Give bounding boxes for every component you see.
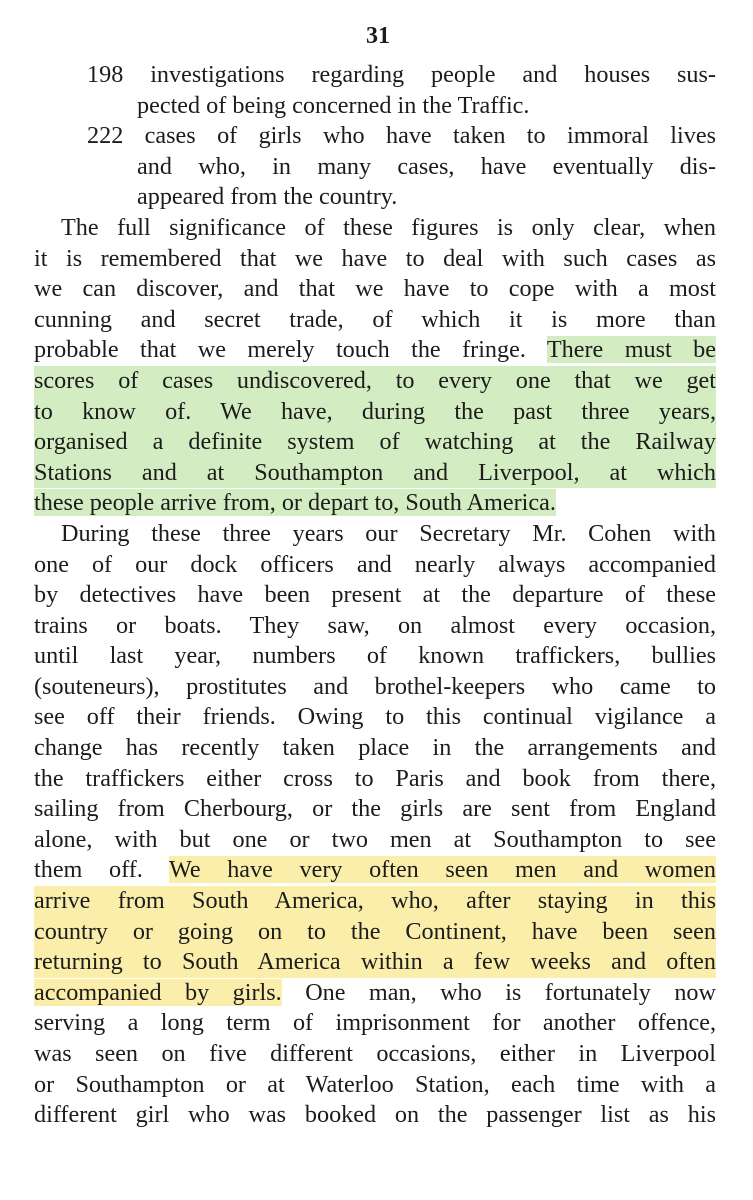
list-item [34, 60, 716, 121]
text-line: pected of being concerned in the Traffic. [137, 91, 530, 119]
highlight-yellow: accompanied by girls. [34, 978, 282, 1006]
highlight-green: There must be [546, 336, 716, 364]
text-line [34, 488, 716, 519]
text-line: by detectives have been present at the departure of these [34, 581, 716, 609]
paragraph [34, 519, 716, 1131]
highlight-yellow: We have very often seen men and women [168, 856, 716, 884]
text-line: and who, in many cases, have eventually dis- [137, 152, 716, 180]
text-segment: them off. [34, 856, 169, 884]
highlighted-line: to know of. We have, during the past three years, [34, 397, 716, 428]
highlighted-line: these people arrive from, or depart to, South America. [34, 489, 556, 517]
text-line [34, 855, 716, 886]
page-number: 31 [366, 23, 390, 49]
text-line: serving a long term of imprisonment for another offence, [34, 1009, 716, 1037]
text-line: different girl who was booked on the passenger list as his [34, 1101, 716, 1129]
highlighted-line: organised a definite system of watching at the Railway [34, 427, 716, 458]
text-line: appeared from the country. [137, 183, 398, 211]
text-line: The full significance of these figures is only clear, when [61, 213, 716, 241]
text-line: was seen on five different occasions, either in Liverpool [34, 1040, 716, 1067]
text-line: change has recently taken place in the arrangements and [34, 734, 716, 762]
text-line: 222 cases of girls who have taken to immoral lives [87, 122, 716, 150]
highlighted-line: Stations and at Southampton and Liverpool, at which [34, 458, 716, 489]
text-line: During these three years our Secretary Mr. Cohen with [61, 519, 716, 547]
text-line: 198 investigations regarding people and houses sus- [87, 61, 716, 88]
text-line: alone, with but one or two men at Southampton to see [34, 825, 716, 853]
paragraph [34, 213, 716, 519]
text-line: (souteneurs), prostitutes and brothel-keepers who came to [34, 672, 716, 700]
highlighted-line: arrive from South America, who, after staying in this [34, 886, 716, 917]
text-line [34, 335, 716, 366]
text-line: or Southampton or at Waterloo Station, each time with a [34, 1070, 716, 1098]
text-line: one of our dock officers and nearly always accompanied [34, 550, 716, 578]
highlighted-line: returning to South America within a few weeks and often [34, 947, 716, 978]
highlighted-line: scores of cases undiscovered, to every one that we get [34, 366, 716, 397]
text-line: it is remembered that we have to deal with such cases as [34, 244, 716, 272]
text-line: until last year, numbers of known traffickers, bullies [34, 642, 716, 670]
list-item [34, 121, 716, 213]
text-segment: One man, who is fortunately now [281, 978, 716, 1006]
text-line: trains or boats. They saw, on almost every occasion, [34, 611, 716, 639]
text-line: the traffickers either cross to Paris and book from there, [34, 764, 716, 792]
text-line: sailing from Cherbourg, or the girls are sent from England [34, 795, 716, 823]
highlighted-line: country or going on to the Continent, have been seen [34, 917, 716, 948]
text-line: cunning and secret trade, of which it is more than [34, 305, 716, 333]
text-segment: probable that we merely touch the fringe. [34, 336, 547, 364]
text-line: see off their friends. Owing to this continual vigilance a [34, 703, 716, 731]
text-line: we can discover, and that we have to cope with a most [34, 275, 716, 303]
text-line [34, 978, 716, 1009]
